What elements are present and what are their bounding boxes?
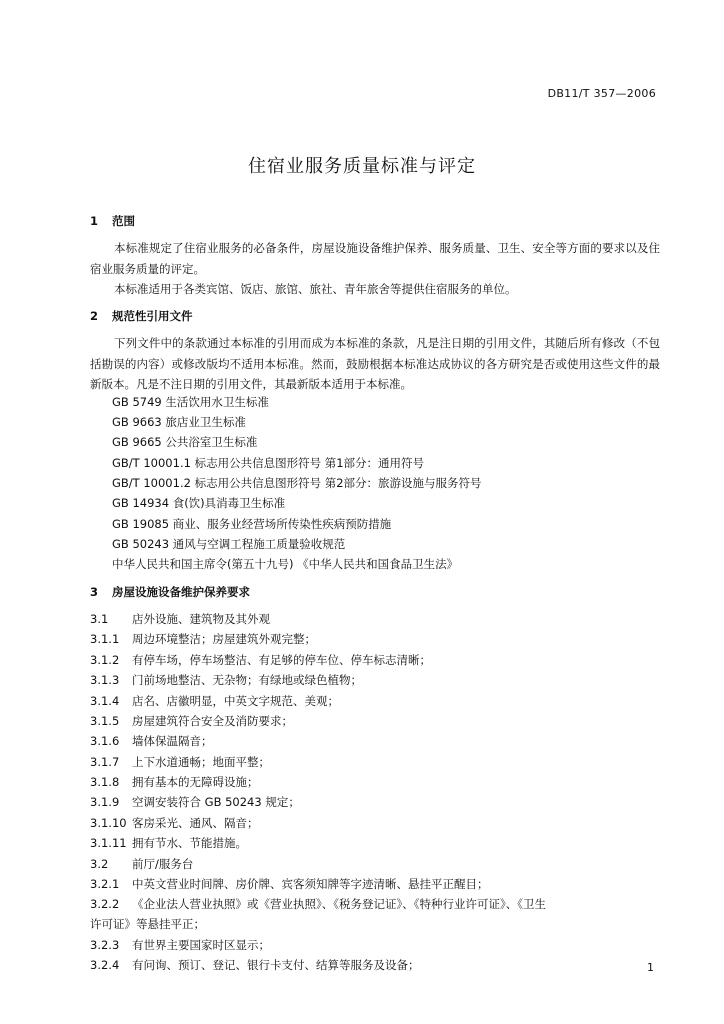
reference-item: 中华人民共和国主席令(第五十九号) 《中华人民共和国食品卫生法》 [112, 557, 459, 571]
clause-number: 3.1 [90, 612, 109, 626]
requirement-item [90, 815, 259, 831]
clause-text: 有问询、预订、登记、银行卡支付、结算等服务及设备； [132, 958, 420, 972]
scope-paragraph-2: 本标准适用于各类宾馆、饭店、旅馆、旅社、青年旅舍等提供住宿服务的单位。 [114, 282, 517, 296]
document-id: DB11/T 357—2006 [547, 87, 656, 100]
requirement-item [90, 896, 546, 912]
requirement-item [90, 856, 193, 872]
clause-text: 墙体保温隔音； [132, 734, 213, 748]
clause-number: 3.1.2 [90, 653, 120, 667]
requirement-item [90, 631, 316, 647]
section-heading-scope [90, 213, 135, 229]
normative-intro-paragraph: 下列文件中的条款通过本标准的引用而成为本标准的条款，凡是注日期的引用文件，其随后所有修改（不包括勘误的内容）或修改版均不适用本标准。然而，鼓励根据本标准达成协议的各方研究是否或使用这些文件的最新版本。凡是不注日期的引用文件，其最新版本适用于本标准。 [90, 336, 660, 391]
reference-item: GB 5749 生活饮用水卫生标准 [112, 395, 269, 409]
requirement-item [90, 876, 489, 892]
requirement-item [90, 652, 431, 668]
reference-item: GB 14934 食(饮)具消毒卫生标准 [112, 496, 286, 510]
clause-text: 前厅/服务台 [132, 857, 194, 871]
reference-item: GB 9663 旅店业卫生标准 [112, 415, 246, 429]
clause-number: 3.1.5 [90, 714, 120, 728]
page-number: 1 [647, 961, 654, 974]
section-number: 3 [90, 585, 99, 599]
clause-number: 3.1.9 [90, 795, 120, 809]
requirement-item [90, 794, 300, 810]
clause-number: 3.2.1 [90, 877, 120, 891]
clause-number: 3.2 [90, 857, 109, 871]
clause-number: 3.2.2 [90, 897, 120, 911]
clause-text: 有世界主要国家时区显示； [132, 938, 270, 952]
clause-number: 3.1.11 [90, 836, 127, 850]
requirement-item [90, 611, 270, 627]
scope-paragraph-1: 本标准规定了住宿业服务的必备条件，房屋设施设备维护保养、服务质量、卫生、安全等方面的要求以及住宿业服务质量的评定。 [90, 241, 660, 276]
clause-number: 3.1.6 [90, 734, 120, 748]
clause-number: 3.1.7 [90, 755, 120, 769]
reference-item: GB 9665 公共浴室卫生标准 [112, 435, 258, 449]
section-heading-normative [90, 308, 193, 324]
requirement-item [90, 693, 339, 709]
clause-text: 周边环境整洁；房屋建筑外观完整； [132, 632, 316, 646]
clause-text: 有停车场，停车场整洁、有足够的停车位、停车标志清晰； [132, 653, 431, 667]
reference-item: GB/T 10001.1 标志用公共信息图形符号 第1部分：通用符号 [112, 456, 425, 470]
reference-item: GB 50243 通风与空调工程施工质量验收规范 [112, 537, 346, 551]
requirement-item [90, 774, 259, 790]
clause-number: 3.1.10 [90, 816, 127, 830]
clause-text: 店名、店徽明显，中英文字规范、美观； [132, 694, 339, 708]
requirement-item-continuation [90, 916, 205, 932]
clause-text: 拥有节水、节能措施。 [132, 836, 247, 850]
reference-item: GB/T 10001.2 标志用公共信息图形符号 第2部分：旅游设施与服务符号 [112, 476, 482, 490]
section-number: 1 [90, 214, 99, 228]
clause-text: 上下水道通畅；地面平整； [132, 755, 270, 769]
clause-text: 房屋建筑符合安全及消防要求； [132, 714, 293, 728]
section-title: 房屋设施设备维护保养要求 [112, 585, 250, 599]
clause-text: 中英文营业时间牌、房价牌、宾客须知牌等字迹清晰、悬挂平正醒目； [132, 877, 489, 891]
requirement-item [90, 672, 362, 688]
clause-number: 3.2.3 [90, 938, 120, 952]
section-number: 2 [90, 309, 99, 323]
clause-number: 3.1.3 [90, 673, 120, 687]
requirement-item [90, 835, 247, 851]
clause-number: 3.1.1 [90, 632, 120, 646]
requirement-item [90, 733, 213, 749]
clause-number: 3.1.4 [90, 694, 120, 708]
requirement-item [90, 754, 270, 770]
requirement-item [90, 937, 270, 953]
reference-item: GB 19085 商业、服务业经营场所传染性疾病预防措施 [112, 517, 392, 531]
clause-text: 《企业法人营业执照》或《营业执照》、《税务登记证》、《特种行业许可证》、《卫生 [132, 897, 546, 911]
page-title: 住宿业服务质量标准与评定 [248, 156, 476, 177]
clause-text: 门前场地整洁、无杂物；有绿地或绿色植物； [132, 673, 362, 687]
clause-number: 3.2.4 [90, 958, 120, 972]
clause-text: 店外设施、建筑物及其外观 [132, 612, 270, 626]
section-title: 规范性引用文件 [112, 309, 193, 323]
section-heading-maintenance [90, 584, 250, 600]
requirement-item [90, 713, 293, 729]
clause-text: 许可证》等悬挂平正； [90, 917, 205, 931]
clause-number: 3.1.8 [90, 775, 120, 789]
clause-text: 空调安装符合 GB 50243 规定； [132, 795, 300, 809]
section-title: 范围 [112, 214, 135, 228]
clause-text: 客房采光、通风、隔音； [132, 816, 259, 830]
clause-text: 拥有基本的无障碍设施； [132, 775, 259, 789]
requirement-item [90, 957, 420, 973]
